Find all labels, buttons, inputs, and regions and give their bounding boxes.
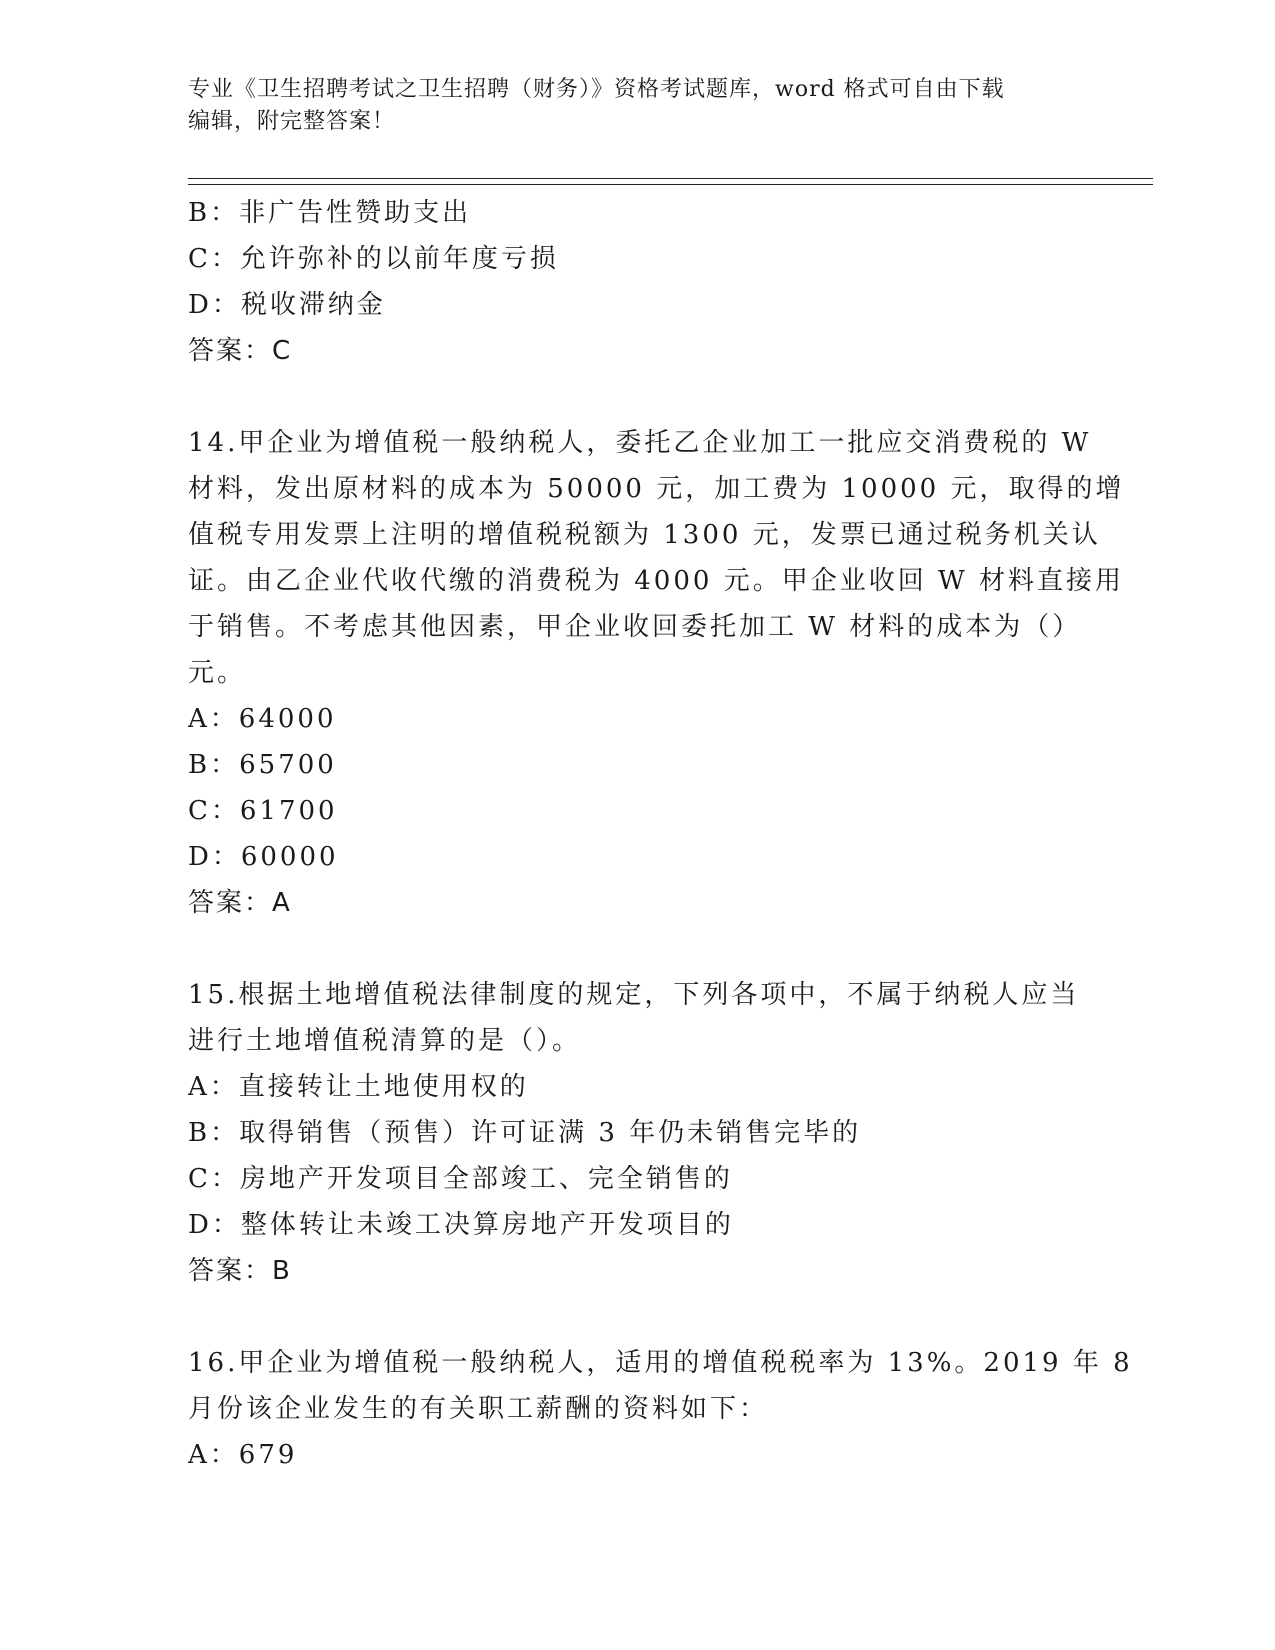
header-line-1: 专业《卫生招聘考试之卫生招聘（财务）》资格考试题库，word 格式可自由下载: [188, 77, 1005, 102]
q13-answer: 答案：C: [188, 336, 293, 366]
q16-stem-line: 月份该企业发生的有关职工薪酬的资料如下：: [188, 1394, 769, 1424]
q13-option-b: B：非广告性赞助支出: [188, 198, 472, 228]
q16-option-a: A：679: [188, 1440, 298, 1470]
q15-stem-line: 15.根据土地增值税法律制度的规定，下列各项中，不属于纳税人应当: [188, 980, 1080, 1010]
q14-stem-line: 值税专用发票上注明的增值税税额为 1300 元，发票已通过税务机关认: [188, 520, 1101, 550]
q16-stem-line: 16.甲企业为增值税一般纳税人，适用的增值税税率为 13%。2019 年 8: [188, 1348, 1133, 1378]
question-15: [188, 972, 1080, 1294]
document-header: [188, 74, 1068, 138]
q14-answer: 答案：A: [188, 888, 292, 918]
q14-option-d: D：60000: [188, 842, 339, 872]
q14-stem-line: 14.甲企业为增值税一般纳税人，委托乙企业加工一批应交消费税的 W: [188, 428, 1092, 458]
q14-stem-line: 于销售。不考虑其他因素，甲企业收回委托加工 W 材料的成本为（）: [188, 612, 1082, 642]
spacer: [188, 926, 1068, 972]
q13-option-c: C：允许弥补的以前年度亏损: [188, 244, 559, 274]
q14-option-a: A：64000: [188, 704, 337, 734]
q15-option-c: C：房地产开发项目全部竣工、完全销售的: [188, 1164, 733, 1194]
question-13-tail: [188, 190, 1068, 374]
spacer: [188, 374, 1068, 420]
q14-option-b: B：65700: [188, 750, 337, 780]
header-divider: [188, 178, 1153, 185]
question-14: [188, 420, 1125, 926]
q15-option-d: D：整体转让未竣工决算房地产开发项目的: [188, 1210, 734, 1240]
q14-option-c: C：61700: [188, 796, 338, 826]
q14-stem-line: 证。由乙企业代收代缴的消费税为 4000 元。甲企业收回 W 材料直接用: [188, 566, 1124, 596]
q15-answer: 答案：B: [188, 1256, 292, 1286]
q15-option-a: A：直接转让土地使用权的: [188, 1072, 529, 1102]
q14-stem-line: 元。: [188, 658, 247, 688]
header-line-2: 编辑，附完整答案！: [188, 109, 396, 134]
q15-option-b: B：取得销售（预售）许可证满 3 年仍未销售完毕的: [188, 1118, 862, 1148]
question-16: [188, 1340, 1133, 1478]
q13-option-d: D：税收滞纳金: [188, 290, 386, 320]
q14-stem-line: 材料，发出原材料的成本为 50000 元，加工费为 10000 元，取得的增: [188, 474, 1125, 504]
q15-stem-line: 进行土地增值税清算的是（）。: [188, 1026, 582, 1056]
question-content: [188, 190, 1133, 1478]
spacer: [188, 1294, 1068, 1340]
